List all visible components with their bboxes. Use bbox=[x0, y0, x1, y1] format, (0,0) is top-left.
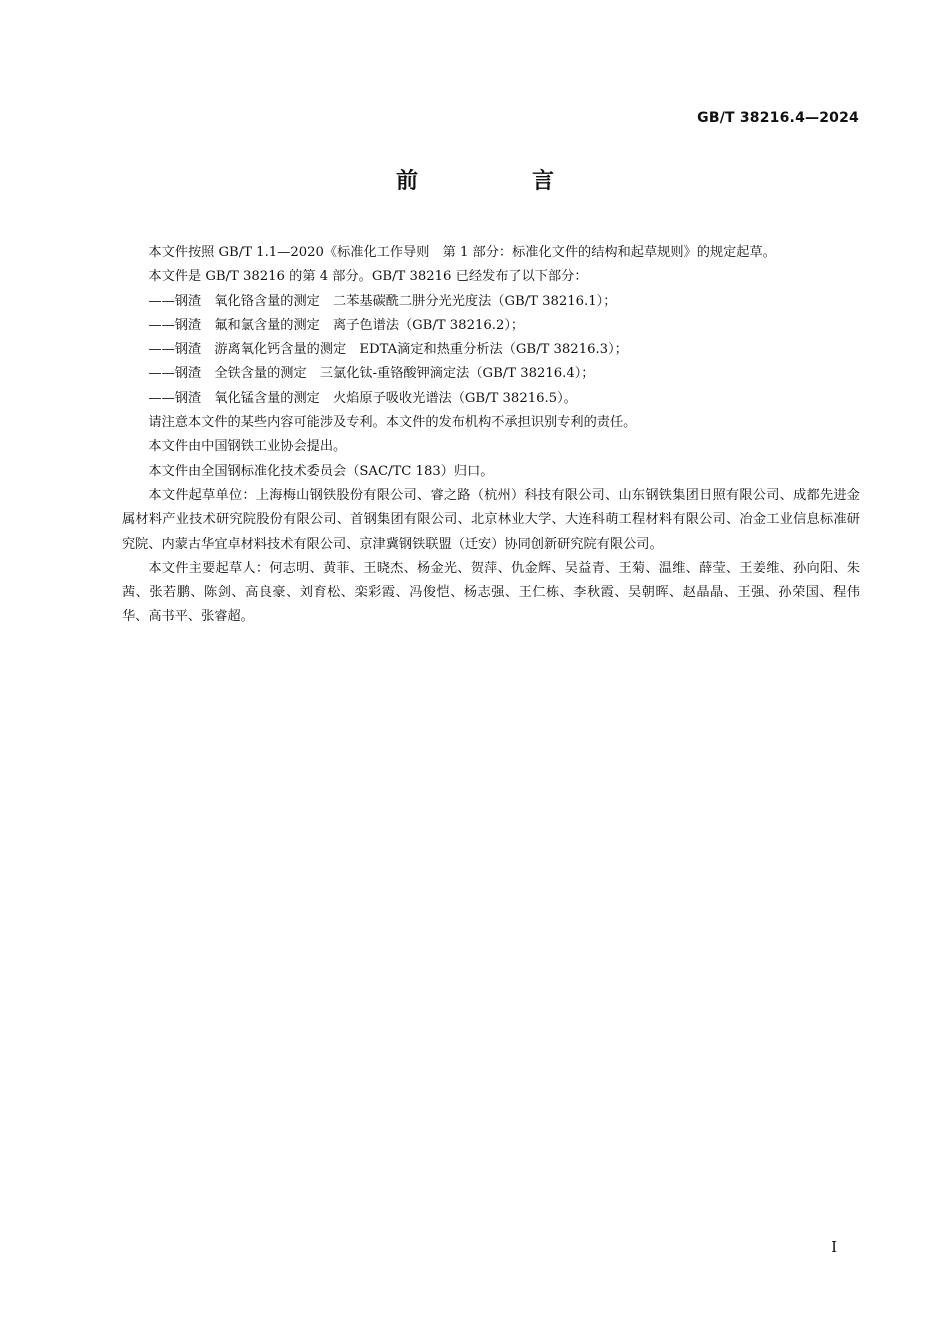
list-item: ——钢渣 全铁含量的测定 三氯化钛-重铬酸钾滴定法（GB/T 38216.4）； bbox=[148, 366, 595, 382]
published-parts-list bbox=[122, 290, 860, 411]
page-number: I bbox=[831, 1238, 837, 1256]
list-item: ——钢渣 氟和氯含量的测定 离子色谱法（GB/T 38216.2）； bbox=[148, 317, 525, 333]
paragraph-drafting-units: 本文件起草单位：上海梅山钢铁股份有限公司、睿之路（杭州）科技有限公司、山东钢铁集团日照有限公司、成都先进金属材料产业技术研究院股份有限公司、首钢集团有限公司、北京林业大学、大连科萌工程材料有限公司、冶金工业信息标准研究院、内蒙古华宜卓材料技术有限公司、京津冀钢铁联盟（迁安）协同创新研究院有限公司。 bbox=[122, 487, 860, 552]
list-item: ——钢渣 氧化铬含量的测定 二苯基碳酰二肼分光光度法（GB/T 38216.1）； bbox=[148, 293, 617, 309]
foreword-body bbox=[122, 241, 860, 630]
page-title: 前 言 bbox=[395, 169, 600, 194]
paragraph-drafters: 本文件主要起草人：何志明、黄菲、王晓杰、杨金光、贺萍、仇金辉、吴益青、王菊、温维、薛莹、王姜维、孙向阳、朱茜、张若鹏、陈剑、高良豪、刘育松、栾彩霞、冯俊恺、杨志强、王仁栋、李秋霞、吴朝晖、赵晶晶、王强、孙荣国、程伟华、高书平、张睿超。 bbox=[122, 560, 860, 625]
standard-number: GB/T 38216.4—2024 bbox=[697, 110, 859, 126]
list-item: ——钢渣 氧化锰含量的测定 火焰原子吸收光谱法（GB/T 38216.5）。 bbox=[148, 390, 577, 406]
paragraph-drafting-rules: 本文件按照 GB/T 1.1—2020《标准化工作导则 第 1 部分：标准化文件的结构和起草规则》的规定起草。 bbox=[148, 245, 776, 260]
paragraph-patent-notice: 请注意本文件的某些内容可能涉及专利。本文件的发布机构不承担识别专利的责任。 bbox=[148, 415, 637, 431]
paragraph-proposer: 本文件由中国钢铁工业协会提出。 bbox=[148, 439, 347, 455]
list-item: ——钢渣 游离氧化钙含量的测定 EDTA滴定和热重分析法（GB/T 38216.3）； bbox=[148, 342, 628, 358]
paragraph-part-statement: 本文件是 GB/T 38216 的第 4 部分。GB/T 38216 已经发布了以下部分： bbox=[148, 269, 588, 285]
paragraph-committee: 本文件由全国钢标准化技术委员会（SAC/TC 183）归口。 bbox=[148, 463, 494, 479]
